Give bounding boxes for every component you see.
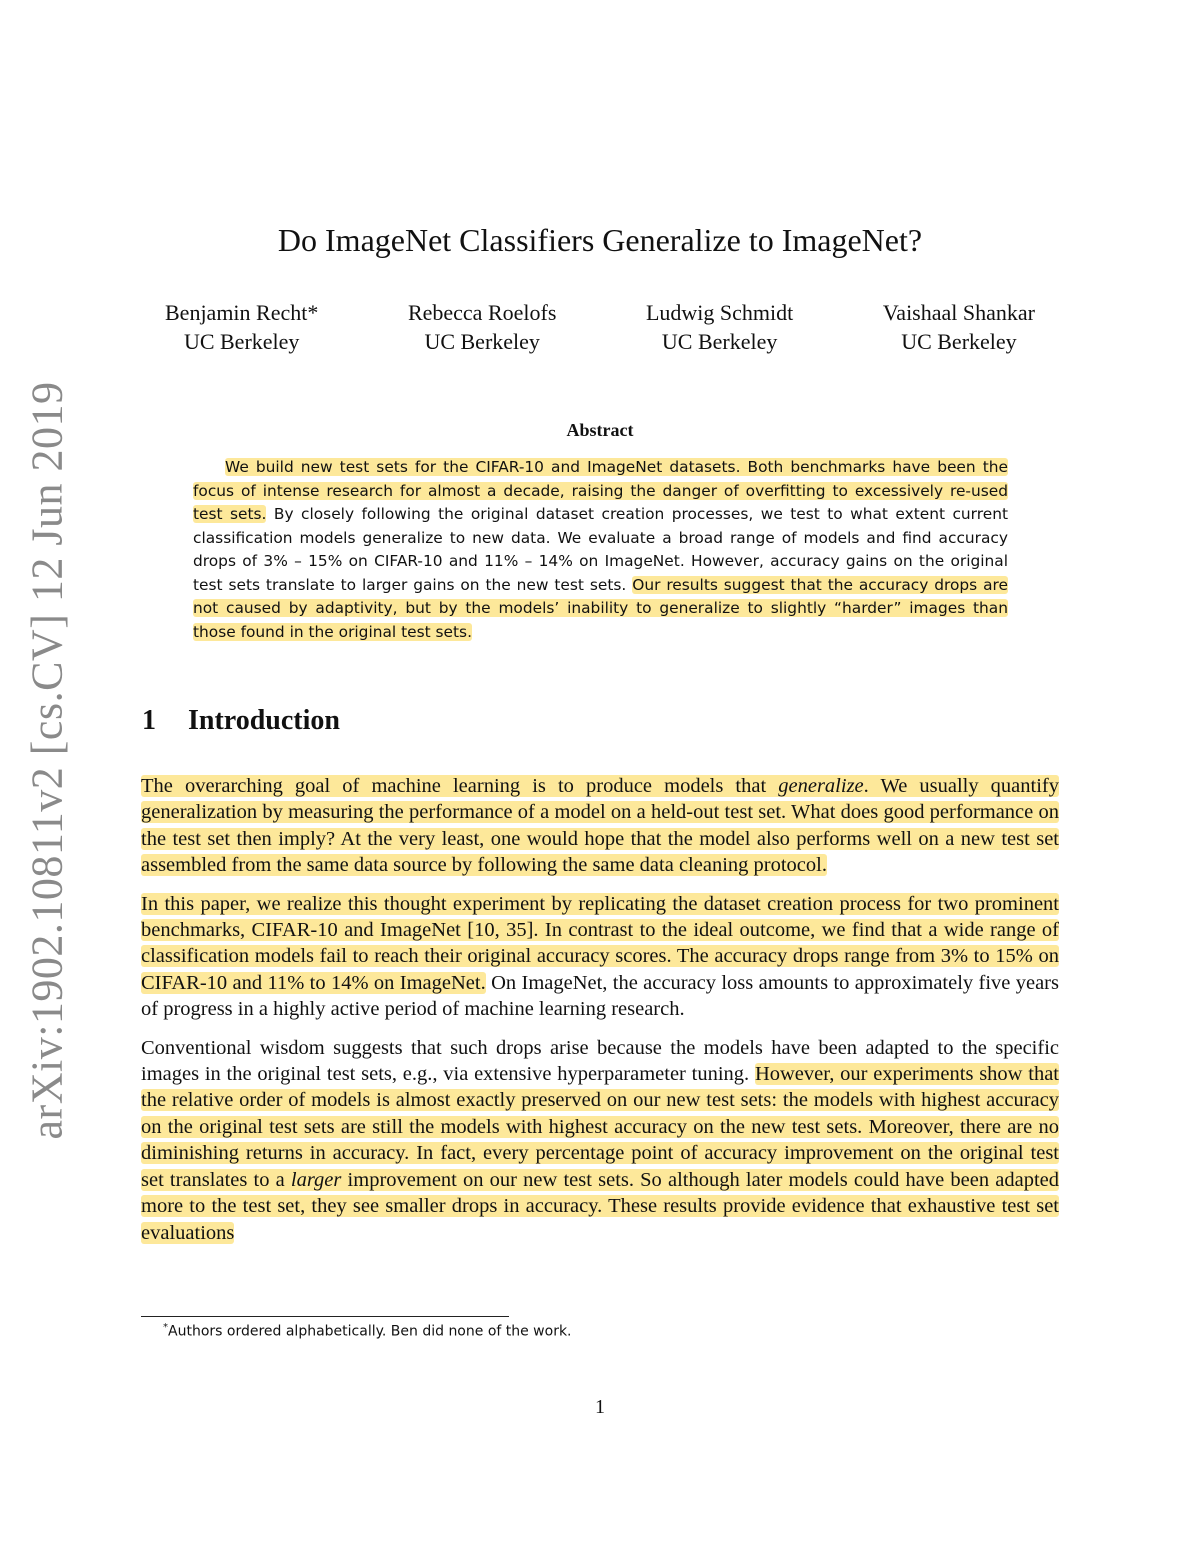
paragraph [141, 773, 1059, 879]
author-name: Ludwig Schmidt [645, 300, 794, 325]
author-affiliation: UC Berkeley [901, 329, 1017, 354]
text-run: . We usually quantify generalization by measuring the performance of a model on a held-out test set. What does good performance on the test set then imply? At the very least, one would hope that the model also performs well on a new test set assembled from the same data source by following the same data cleaning protocol. [141, 775, 1059, 877]
citation-link[interactable]: [10, 35] [467, 919, 534, 942]
author-block [165, 298, 318, 356]
highlighted-text [141, 775, 1059, 876]
text-run: improvement on our new test sets. So although later models could have been adapted more to the test set, they see smaller drops in accuracy. These results provide evidence that exhaustive test set evaluations [141, 1168, 1059, 1244]
section-title: Introduction [188, 705, 340, 736]
emphasis-text: generalize [778, 775, 864, 797]
paragraph [141, 891, 1059, 1023]
highlighted-text: Our results suggest that the accuracy drops are not caused by adaptivity, but by the models’ inability to generalize to slightly “harder” images than those found in the original test sets. [193, 575, 1008, 641]
author-affiliation: UC Berkeley [424, 329, 540, 354]
author-block [883, 298, 1035, 356]
text-run: On ImageNet, the accuracy loss amounts to approximately five years of progress in a highly active period of machine learning research. [141, 971, 1059, 1021]
abstract-heading: Abstract [566, 420, 634, 440]
footnote [163, 1322, 572, 1340]
paper-title: Do ImageNet Classifiers Generalize to ImageNet? [277, 222, 923, 258]
arxiv-identifier-stamp [12, 381, 82, 1139]
text-run: However, our experiments show that the relative order of models is almost exactly preserved on our new test sets: the models with highest accuracy on the original test sets are still the models with highest accuracy on the new test sets. Moreover, there are no diminishing returns in accuracy. In fact, every percentage point of accuracy improvement on the original test set translates to a [141, 1063, 1059, 1191]
text-run: Conventional wisdom suggests that such drops arise because the models have been adapted to the specific images in the original test sets, e.g., via extensive hyperparameter tuning. [141, 1036, 1059, 1086]
text-run: In this paper, we realize this thought experiment by replicating the dataset creation process for two prominent benchmarks, CIFAR-10 and ImageNet [141, 892, 1059, 942]
paragraph [141, 1035, 1059, 1246]
emphasis-text: larger [290, 1168, 342, 1191]
author-list [165, 298, 1035, 356]
author-name: Vaishaal Shankar [882, 300, 1035, 325]
author-name: Rebecca Roelofs [407, 300, 557, 325]
abstract-text: By closely following the original dataset creation processes, we test to what extent current classification models generalize to new data. We evaluate a broad range of models and find accuracy drops of 3% – 15% on CIFAR-10 and 11% – 14% on ImageNet. However, accuracy gains on the original test sets translate to larger gains on the new test sets. [193, 505, 1008, 594]
section-heading [142, 705, 340, 737]
text-run: The overarching goal of machine learning is to produce models that [141, 775, 779, 797]
body-text [141, 773, 1059, 1258]
footnote-mark: * [163, 1322, 168, 1333]
author-name: Benjamin Recht* [165, 300, 319, 325]
arxiv-identifier-text: arXiv:1902.10811v2 [cs.CV] 12 Jun 2019 [22, 381, 72, 1139]
highlighted-text [141, 1063, 1059, 1243]
section-number: 1 [142, 705, 156, 736]
footnote-divider [141, 1316, 509, 1317]
author-affiliation: UC Berkeley [183, 329, 300, 354]
author-affiliation: UC Berkeley [661, 329, 778, 354]
page-number: 1 [595, 1396, 605, 1418]
text-run: . In contrast to the ideal outcome, we find that a wide range of classification models fail to reach their original accuracy scores. The accuracy drops range from 3% to 15% on CIFAR-10 and 11% to 14% on ImageNet. [141, 919, 1060, 994]
abstract-body [193, 456, 1008, 644]
author-block [646, 298, 793, 356]
author-block [408, 298, 556, 356]
footnote-text: Authors ordered alphabetically. Ben did none of the work. [168, 1323, 572, 1340]
highlighted-text: We build new test sets for the CIFAR-10 and ImageNet datasets. Both benchmarks have been the focus of intense research for almost a decade, raising the danger of overfitting to excessively re-used test sets. [193, 458, 1008, 523]
